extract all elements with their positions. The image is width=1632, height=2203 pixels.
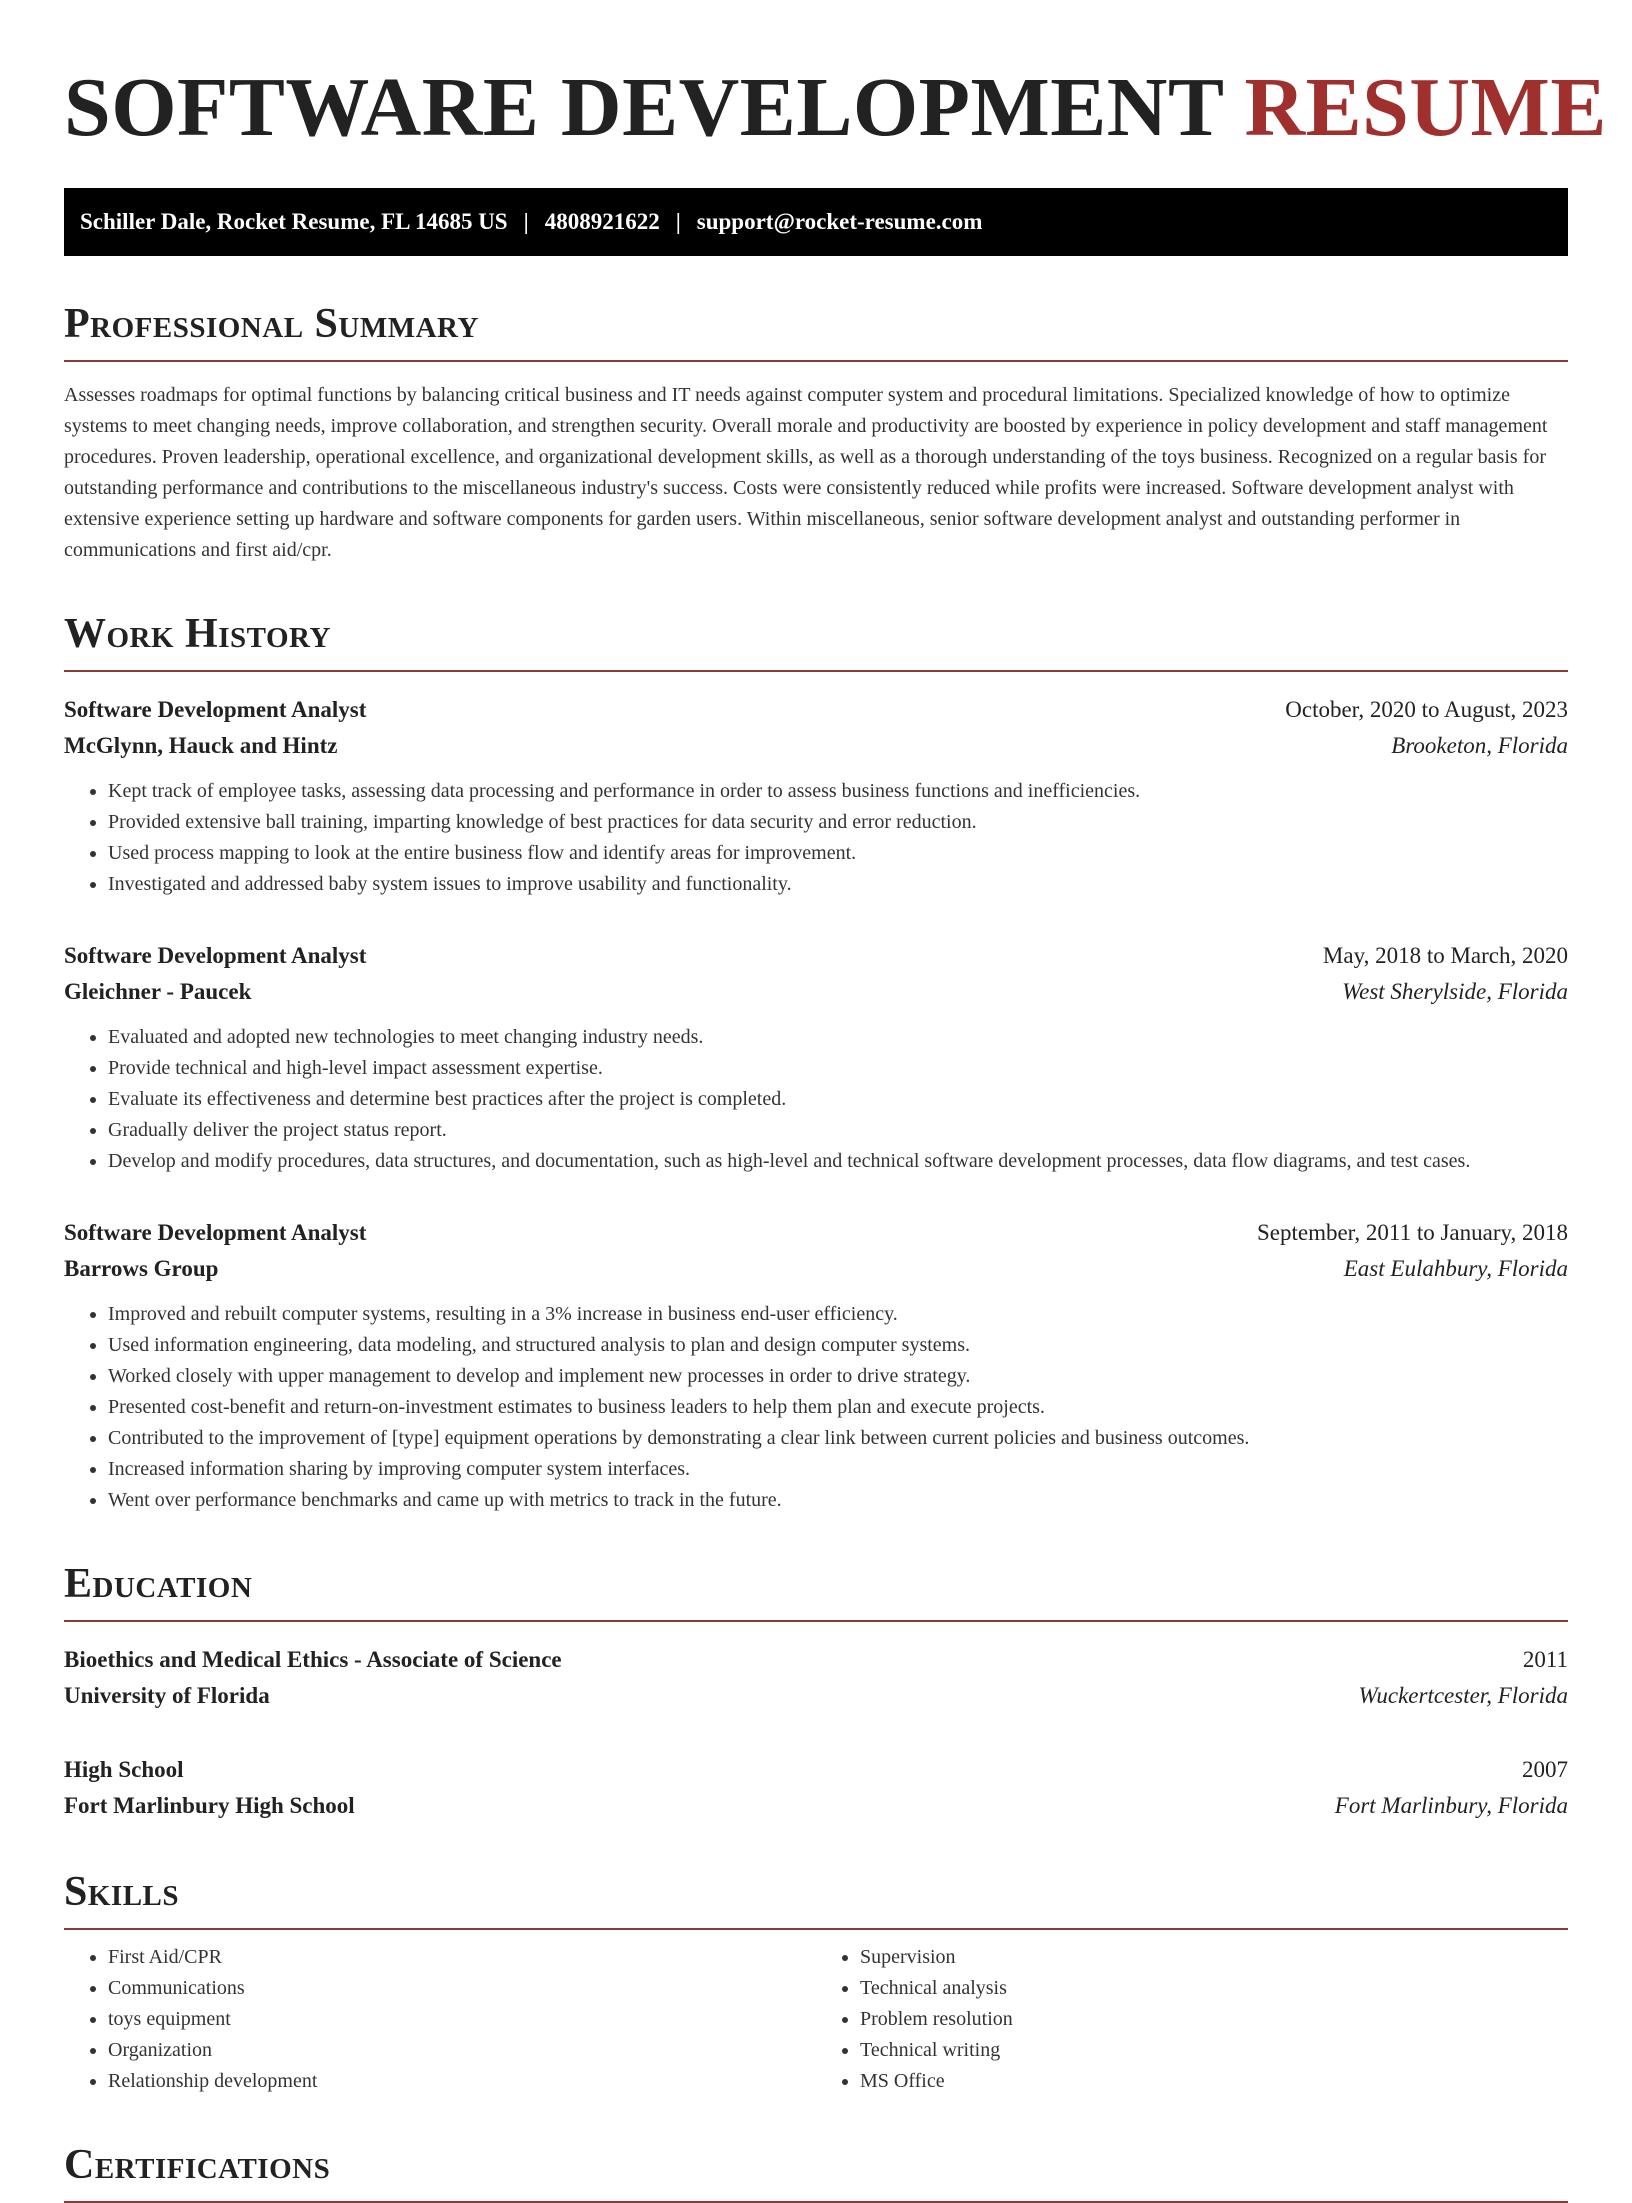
skills-section	[64, 1868, 1568, 2097]
skill-item: • Organization	[108, 2035, 816, 2066]
job-title: Software Development Analyst	[64, 697, 367, 722]
skills-list-left	[64, 1942, 816, 2097]
job-bullet: • Used information engineering, data modeling, and structured analysis to plan and design computer systems.	[108, 1330, 1568, 1361]
skill-item: • toys equipment	[108, 2004, 816, 2035]
education-heading: Education	[64, 1560, 1568, 1622]
summary-heading: Professional Summary	[64, 300, 1568, 362]
job-company: Gleichner - Paucek	[64, 979, 252, 1004]
job-bullet: • Used process mapping to look at the entire business flow and identify areas for improvement.	[108, 838, 1568, 869]
skill-item: • MS Office	[860, 2066, 1568, 2097]
work-history-section	[64, 610, 1568, 1516]
job-bullet: • Evaluate its effectiveness and determine best practices after the project is completed.	[108, 1084, 1568, 1115]
education-degree: Bioethics and Medical Ethics - Associate of Science	[64, 1647, 562, 1672]
skill-item: • Supervision	[860, 1942, 1568, 1973]
job-title: Software Development Analyst	[64, 1220, 367, 1245]
summary-text: Assesses roadmaps for optimal functions by balancing critical business and IT needs against computer system and procedural limitations. Specialized knowledge of how to optimize systems to meet changing needs, improve collaboration, and strengthen security. Overall morale and productivity are boosted by experience in policy development and staff management procedures. Proven leadership, operational excellence, and organizational development skills, as well as a thorough understanding of the toys business. Recognized on a regular basis for outstanding performance and contributions to the miscellaneous industry's success. Costs were consistently reduced while profits were increased. Software development analyst with extensive experience setting up hardware and software components for garden users. Within miscellaneous, senior software development analyst and outstanding performer in communications and first aid/cpr.	[64, 384, 1548, 561]
job-company: McGlynn, Hauck and Hintz	[64, 733, 338, 758]
job-bullet: • Develop and modify procedures, data structures, and documentation, such as high-level and technical software development processes, data flow diagrams, and test cases.	[108, 1146, 1568, 1177]
skills-columns	[64, 1942, 1568, 2097]
education-year: 2011	[1522, 1647, 1568, 1672]
job-bullet: • Worked closely with upper management to develop and implement new processes in order to drive strategy.	[108, 1361, 1568, 1392]
skill-item: • Problem resolution	[860, 2004, 1568, 2035]
job-title: Software Development Analyst	[64, 943, 367, 968]
certifications-section	[64, 2141, 1568, 2203]
contact-bar	[64, 188, 1568, 256]
skill-item: • First Aid/CPR	[108, 1942, 816, 1973]
job-bullet: • Gradually deliver the project status report.	[108, 1115, 1568, 1146]
contact-phone[interactable]: 4808921622	[544, 209, 660, 234]
title-main: SOFTWARE DEVELOPMENT	[64, 61, 1223, 154]
job-bullets	[64, 1022, 1568, 1177]
job-bullet: • Contributed to the improvement of [type] equipment operations by demonstrating a clear link between current policies and business outcomes.	[108, 1423, 1568, 1454]
title-accent: RESUME	[1244, 61, 1607, 154]
skill-item: • Communications	[108, 1973, 816, 2004]
education-school: Fort Marlinbury High School	[64, 1793, 355, 1818]
job-bullets	[64, 776, 1568, 900]
job-location: Brooketon, Florida	[1391, 733, 1568, 758]
education-entry	[64, 1752, 1568, 1824]
education-entry	[64, 1642, 1568, 1714]
skills-heading: Skills	[64, 1868, 1568, 1930]
skill-item: • Technical writing	[860, 2035, 1568, 2066]
job-entry	[64, 1215, 1568, 1516]
job-company: Barrows Group	[64, 1256, 219, 1281]
contact-email[interactable]: support@rocket-resume.com	[696, 209, 983, 234]
job-bullet: • Increased information sharing by improving computer system interfaces.	[108, 1454, 1568, 1485]
document-title	[64, 61, 1607, 154]
job-bullet: • Presented cost-benefit and return-on-investment estimates to business leaders to help them plan and execute projects.	[108, 1392, 1568, 1423]
certifications-heading: Certifications	[64, 2141, 1568, 2203]
job-location: East Eulahbury, Florida	[1343, 1256, 1568, 1281]
job-dates: May, 2018 to March, 2020	[1322, 943, 1568, 968]
education-location: Wuckertcester, Florida	[1358, 1683, 1568, 1708]
summary-section	[64, 300, 1568, 566]
skill-item: • Relationship development	[108, 2066, 816, 2097]
skill-item: • Technical analysis	[860, 1973, 1568, 2004]
job-bullet: • Went over performance benchmarks and came up with metrics to track in the future.	[108, 1485, 1568, 1516]
contact-address: Schiller Dale, Rocket Resume, FL 14685 US	[80, 209, 508, 234]
education-year: 2007	[1522, 1757, 1568, 1782]
job-bullet: • Kept track of employee tasks, assessing data processing and performance in order to assess business functions and inefficiencies.	[108, 776, 1568, 807]
job-bullet: • Evaluated and adopted new technologies to meet changing industry needs.	[108, 1022, 1568, 1053]
education-section	[64, 1560, 1568, 1824]
contact-separator: |	[675, 209, 681, 234]
education-degree: High School	[64, 1757, 184, 1782]
education-school: University of Florida	[64, 1683, 270, 1708]
skills-list-right	[816, 1942, 1568, 2097]
job-bullets	[64, 1299, 1568, 1516]
work-history-heading: Work History	[64, 610, 1568, 672]
job-location: West Sherylside, Florida	[1342, 979, 1568, 1004]
job-bullet: • Provide technical and high-level impact assessment expertise.	[108, 1053, 1568, 1084]
education-location: Fort Marlinbury, Florida	[1334, 1793, 1568, 1818]
job-bullet: • Investigated and addressed baby system issues to improve usability and functionality.	[108, 869, 1568, 900]
job-entry	[64, 692, 1568, 900]
job-entry	[64, 938, 1568, 1177]
job-bullet: • Provided extensive ball training, imparting knowledge of best practices for data security and error reduction.	[108, 807, 1568, 838]
contact-separator: |	[523, 209, 529, 234]
job-dates: October, 2020 to August, 2023	[1285, 697, 1568, 722]
job-bullet: • Improved and rebuilt computer systems, resulting in a 3% increase in business end-user efficiency.	[108, 1299, 1568, 1330]
job-dates: September, 2011 to January, 2018	[1256, 1220, 1568, 1245]
